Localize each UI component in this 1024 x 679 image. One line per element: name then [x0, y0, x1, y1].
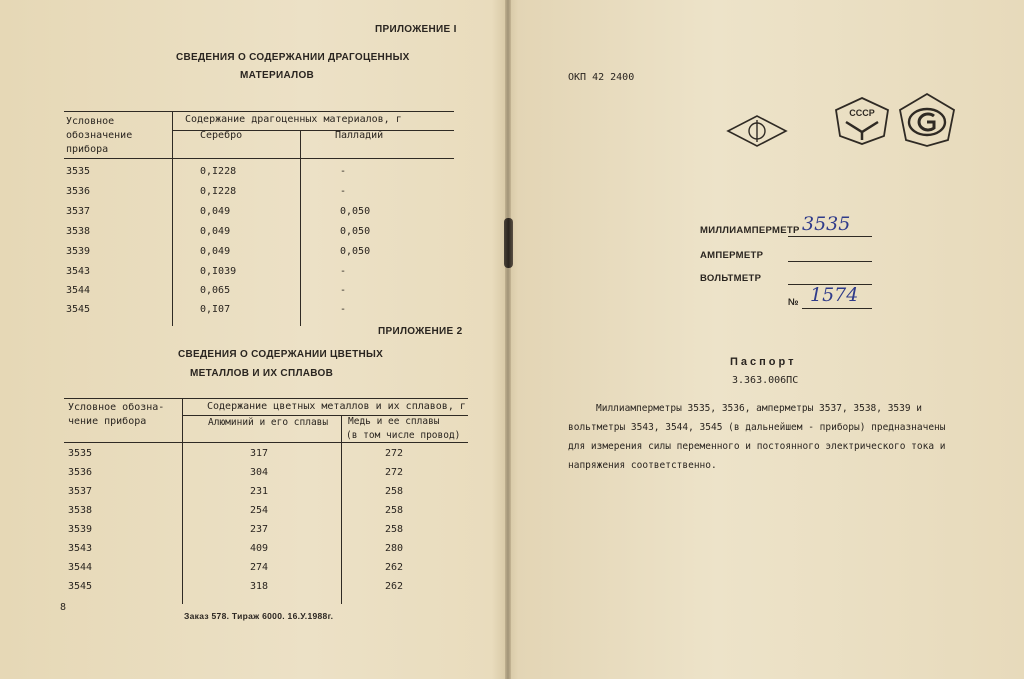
print-imprint: Заказ 578. Тираж 6000. 16.У.1988г. [184, 611, 334, 621]
intro-line: для измерения силы переменного и постоянного электрического тока и [568, 441, 946, 452]
table-1-header-device-1: Условное [66, 116, 115, 127]
t2-copper: 272 [385, 467, 404, 478]
t2-aluminium: 237 [250, 524, 269, 535]
table-1-header-palladium: Палладий [335, 130, 384, 141]
t2-copper: 272 [385, 448, 404, 459]
t2-aluminium: 254 [250, 505, 269, 516]
passport-code: 3.363.006ПС [732, 375, 799, 386]
table-2-header-copper-2: (в том числе провод) [346, 430, 461, 441]
t2-device: 3544 [68, 562, 93, 573]
table-2-header-copper-1: Медь и ее сплавы [348, 416, 440, 427]
table-1-top-rule [64, 111, 454, 112]
table-2-header-content: Содержание цветных металлов и их сплавов, г [207, 401, 466, 412]
t2-copper: 280 [385, 543, 404, 554]
ammeter-label: АМПЕРМЕТР [700, 250, 764, 261]
table-2-heading-line-2: МЕТАЛЛОВ И ИХ СПЛАВОВ [190, 368, 334, 379]
table-2-top-rule [64, 398, 468, 399]
t1-device: 3537 [66, 206, 91, 217]
t2-copper: 262 [385, 581, 404, 592]
t1-palladium: 0,050 [340, 246, 371, 257]
ammeter-field-line [788, 261, 872, 262]
milliammeter-label: МИЛЛИАМПЕРМЕТР [700, 225, 800, 236]
t1-silver: 0,065 [200, 285, 231, 296]
t2-aluminium: 231 [250, 486, 269, 497]
table-2-col-divider-1 [182, 398, 183, 604]
ussr-logo-text: СССР [849, 108, 875, 118]
ussr-state-mark-icon [832, 96, 892, 146]
table-1-header-device-3: прибора [66, 144, 109, 155]
table-2-header-aluminium: Алюминий и его сплавы [208, 417, 329, 428]
t1-silver: 0,049 [200, 246, 231, 257]
t2-device: 3536 [68, 467, 93, 478]
t1-silver: 0,I07 [200, 304, 231, 315]
table-2-col-divider-2 [341, 415, 342, 604]
t1-palladium: - [340, 285, 347, 296]
table-2-heading-line-1: СВЕДЕНИЯ О СОДЕРЖАНИИ ЦВЕТНЫХ [178, 349, 384, 360]
table-2-header-device-1: Условное обозна- [68, 402, 165, 413]
t2-device: 3537 [68, 486, 93, 497]
table-2-header-rule [64, 442, 468, 443]
right-page [512, 0, 1024, 679]
t1-device: 3539 [66, 246, 91, 257]
t2-copper: 258 [385, 486, 404, 497]
t2-copper: 258 [385, 505, 404, 516]
t2-copper: 258 [385, 524, 404, 535]
table-1-header-device-2: обозначение [66, 130, 133, 141]
t1-device: 3536 [66, 186, 91, 197]
t1-device: 3535 [66, 166, 91, 177]
quality-mark-icon [896, 92, 958, 148]
t1-palladium: - [340, 166, 347, 177]
intro-line: вольтметры 3543, 3544, 3545 (в дальнейшем - приборы) предназначены [568, 422, 946, 433]
t2-aluminium: 274 [250, 562, 269, 573]
table-2-header-device-2: чение прибора [68, 416, 147, 427]
okp-code: ОКП 42 2400 [568, 72, 635, 83]
table-1-heading-line-2: МАТЕРИАЛОВ [240, 70, 315, 81]
t2-aluminium: 304 [250, 467, 269, 478]
passport-title: Паспорт [730, 356, 797, 368]
serial-handwritten-value: 1574 [810, 284, 859, 306]
table-1-header-rule [64, 158, 454, 159]
table-1-heading-line-1: СВЕДЕНИЯ О СОДЕРЖАНИИ ДРАГОЦЕННЫХ [176, 52, 410, 63]
milliammeter-handwritten-value: 3535 [802, 213, 851, 235]
table-1-col-divider-1 [172, 111, 173, 326]
table-1-header-silver: Серебро [200, 130, 243, 141]
t2-aluminium: 409 [250, 543, 269, 554]
t1-palladium: - [340, 186, 347, 197]
table-1-col-divider-2 [300, 130, 301, 326]
t1-silver: 0,I228 [200, 166, 237, 177]
appendix-2-title: ПРИЛОЖЕНИЕ 2 [378, 326, 463, 337]
t2-device: 3538 [68, 505, 93, 516]
t1-silver: 0,049 [200, 206, 231, 217]
t1-palladium: 0,050 [340, 226, 371, 237]
t2-device: 3539 [68, 524, 93, 535]
t1-device: 3545 [66, 304, 91, 315]
intro-line: напряжения соответственно. [568, 460, 717, 471]
t2-aluminium: 317 [250, 448, 269, 459]
t2-device: 3535 [68, 448, 93, 459]
serial-number-mark: № [788, 297, 799, 308]
t1-palladium: - [340, 266, 347, 277]
milliammeter-field-line [788, 236, 872, 237]
table-1-header-content: Содержание драгоценных материалов, г [185, 114, 402, 125]
quality-diamond-icon [724, 112, 790, 150]
t1-silver: 0,I039 [200, 266, 237, 277]
page-number: 8 [60, 602, 67, 613]
t1-device: 3544 [66, 285, 91, 296]
t1-palladium: 0,050 [340, 206, 371, 217]
t1-device: 3543 [66, 266, 91, 277]
t2-copper: 262 [385, 562, 404, 573]
appendix-1-title: ПРИЛОЖЕНИЕ I [375, 24, 457, 35]
t1-palladium: - [340, 304, 347, 315]
t1-device: 3538 [66, 226, 91, 237]
intro-line: Миллиамперметры 3535, 3536, амперметры 3537, 3538, 3539 и [596, 403, 923, 414]
t1-silver: 0,049 [200, 226, 231, 237]
voltmeter-label: ВОЛЬТМЕТР [700, 273, 762, 284]
t1-silver: 0,I228 [200, 186, 237, 197]
serial-field-line [802, 308, 872, 309]
t2-device: 3543 [68, 543, 93, 554]
t2-aluminium: 318 [250, 581, 269, 592]
left-page [0, 0, 508, 679]
t2-device: 3545 [68, 581, 93, 592]
